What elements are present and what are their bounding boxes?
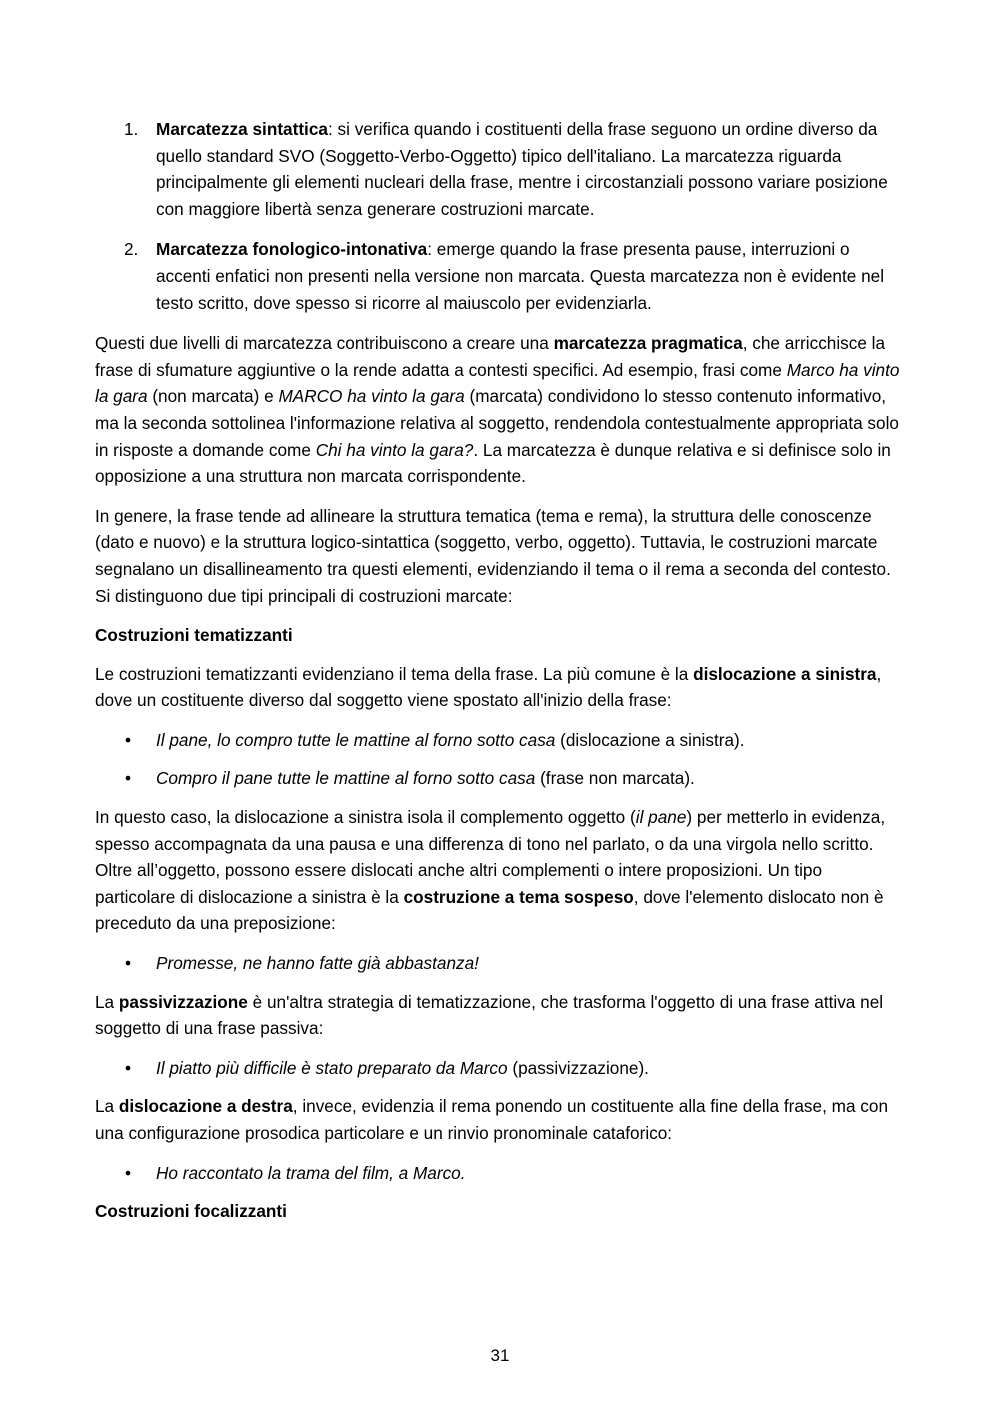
section-heading-focalizzanti: Costruzioni focalizzanti [95,1201,287,1222]
section-heading-tematizzanti: Costruzioni tematizzanti [95,625,293,646]
list-item [95,727,907,754]
example-note: (passivizzazione). [507,1057,649,1078]
text-run: , invece, evidenzia il rema ponendo un costituente alla fine della frase, ma con una configurazione prosodica particolare e un rinvio pronominale cataforico: [95,1096,889,1143]
example-list [95,1160,907,1187]
bold-term: marcatezza pragmatica [553,333,743,354]
italic-example: Promesse, ne hanno fatte già abbastanza! [156,953,479,974]
example-list [95,950,907,977]
bold-term: passivizzazione [118,991,248,1012]
text-run: è un'altra strategia di tematizzazione, che trasforma l'oggetto di una frase attiva nel soggetto di una frase passiva: [95,991,884,1039]
paragraph-tematizzanti [95,661,907,714]
list-item [95,765,907,792]
italic-example: Il pane, lo compro tutte le mattine al forno sotto casa [156,729,556,750]
bold-term: costruzione a tema sospeso [403,886,634,907]
list-item [95,1055,907,1082]
paragraph-passivizzazione [95,989,907,1042]
italic-example: Compro il pane tutte le mattine al forno sotto casa [156,768,536,789]
paragraph-dislocazione-destra [95,1093,907,1146]
list-text: : si verifica quando i costituenti della frase seguono un ordine diverso da quello standard SVO (Soggetto-Verbo-Oggetto) tipico dell'italiano. La marcatezza riguarda principalmente gli elementi nucleari della frase, mentre i circostanziali possono variare posizione con maggiore libertà senza generare costruzioni marcate. [156,119,888,219]
bullet-icon: • [125,768,132,789]
text-run: Questi due livelli di marcatezza contribuiscono a creare una [95,333,554,354]
italic-example: MARCO ha vinto la gara [278,386,465,407]
list-term: Marcatezza sintattica [156,119,328,139]
bullet-icon: • [125,729,132,750]
list-item [95,236,907,316]
page-number: 31 [490,1346,510,1365]
list-number: 1. [124,119,139,139]
bold-term: dislocazione a sinistra [693,663,877,684]
text-run: (marcata) condividono lo stesso contenuto informativo, ma la seconda sottolinea l'informazione relativa al soggetto, rendendola contestualmente appropriata solo in risposte a domande come [95,386,899,460]
bullet-icon: • [125,1162,132,1183]
paragraph-in-genere: In genere, la frase tende ad allineare la struttura tematica (tema e rema), la struttura delle conoscenze (dato e nuovo) e la struttura logico-sintattica (soggetto, verbo, oggetto). Tuttavia, le costruzioni marcate segnalano un disallineamento tra questi elementi, evidenziando il tema o il rema a seconda del contesto. Si distinguono due tipi principali di costruzioni marcate: [95,505,891,606]
text-run: (non marcata) e [147,386,279,407]
italic-example: Chi ha vinto la gara? [315,439,474,460]
italic-example: Marco ha vinto la gara [95,359,900,407]
italic-example: Ho raccontato la trama del film, a Marco. [156,1162,466,1183]
list-term: Marcatezza fonologico-intonativa [156,239,428,260]
text-run: In questo caso, la dislocazione a sinistra isola il complemento oggetto ( [95,807,636,828]
text-run: , dove l'elemento dislocato non è preceduto da una preposizione: [95,886,884,934]
text-run: Le costruzioni tematizzanti evidenziano il tema della frase. La più comune è la [95,663,694,684]
text-run: , che arricchisce la frase di sfumature aggiuntive o la rende adatta a contesti specifici. Ad esempio, frasi come [95,333,886,380]
example-note: (frase non marcata). [535,768,695,789]
page-content [95,116,907,1237]
list-number: 2. [124,239,139,260]
text-run: . La marcatezza è dunque relativa e si definisce solo in opposizione a una struttura non marcata corrispondente. [95,439,891,487]
paragraph-caso [95,804,907,937]
italic-example: il pane [635,807,687,828]
italic-example: Il piatto più difficile è stato preparato da Marco [156,1057,508,1078]
bold-term: dislocazione a destra [118,1096,293,1117]
example-note: (dislocazione a sinistra). [555,729,745,750]
example-list [95,1055,907,1082]
list-item [95,116,907,222]
text-run: La [95,991,119,1012]
list-text: : emerge quando la frase presenta pause, interruzioni o accenti enfatici non presenti nella versione non marcata. Questa marcatezza non è evidente nel testo scritto, dove spesso si ricorre al maiuscolo per evidenziarla. [156,239,885,313]
list-item [95,1160,907,1187]
text-run: ) per metterlo in evidenza, spesso accompagnata da una pausa e una differenza di tono nel parlato, o da una virgola nello scritto. Oltre all’oggetto, possono essere dislocati anche altri complementi o intere proposizioni. Un tipo particolare di dislocazione a sinistra è la [95,807,886,907]
text-run: La [95,1096,119,1117]
list-item [95,950,907,977]
example-list [95,727,907,792]
markedness-levels-list [95,116,907,316]
paragraph-pragmatica [95,330,907,490]
bullet-icon: • [125,953,132,974]
bullet-icon: • [125,1057,132,1078]
text-run: , dove un costituente diverso dal soggetto viene spostato all'inizio della frase: [95,663,882,711]
